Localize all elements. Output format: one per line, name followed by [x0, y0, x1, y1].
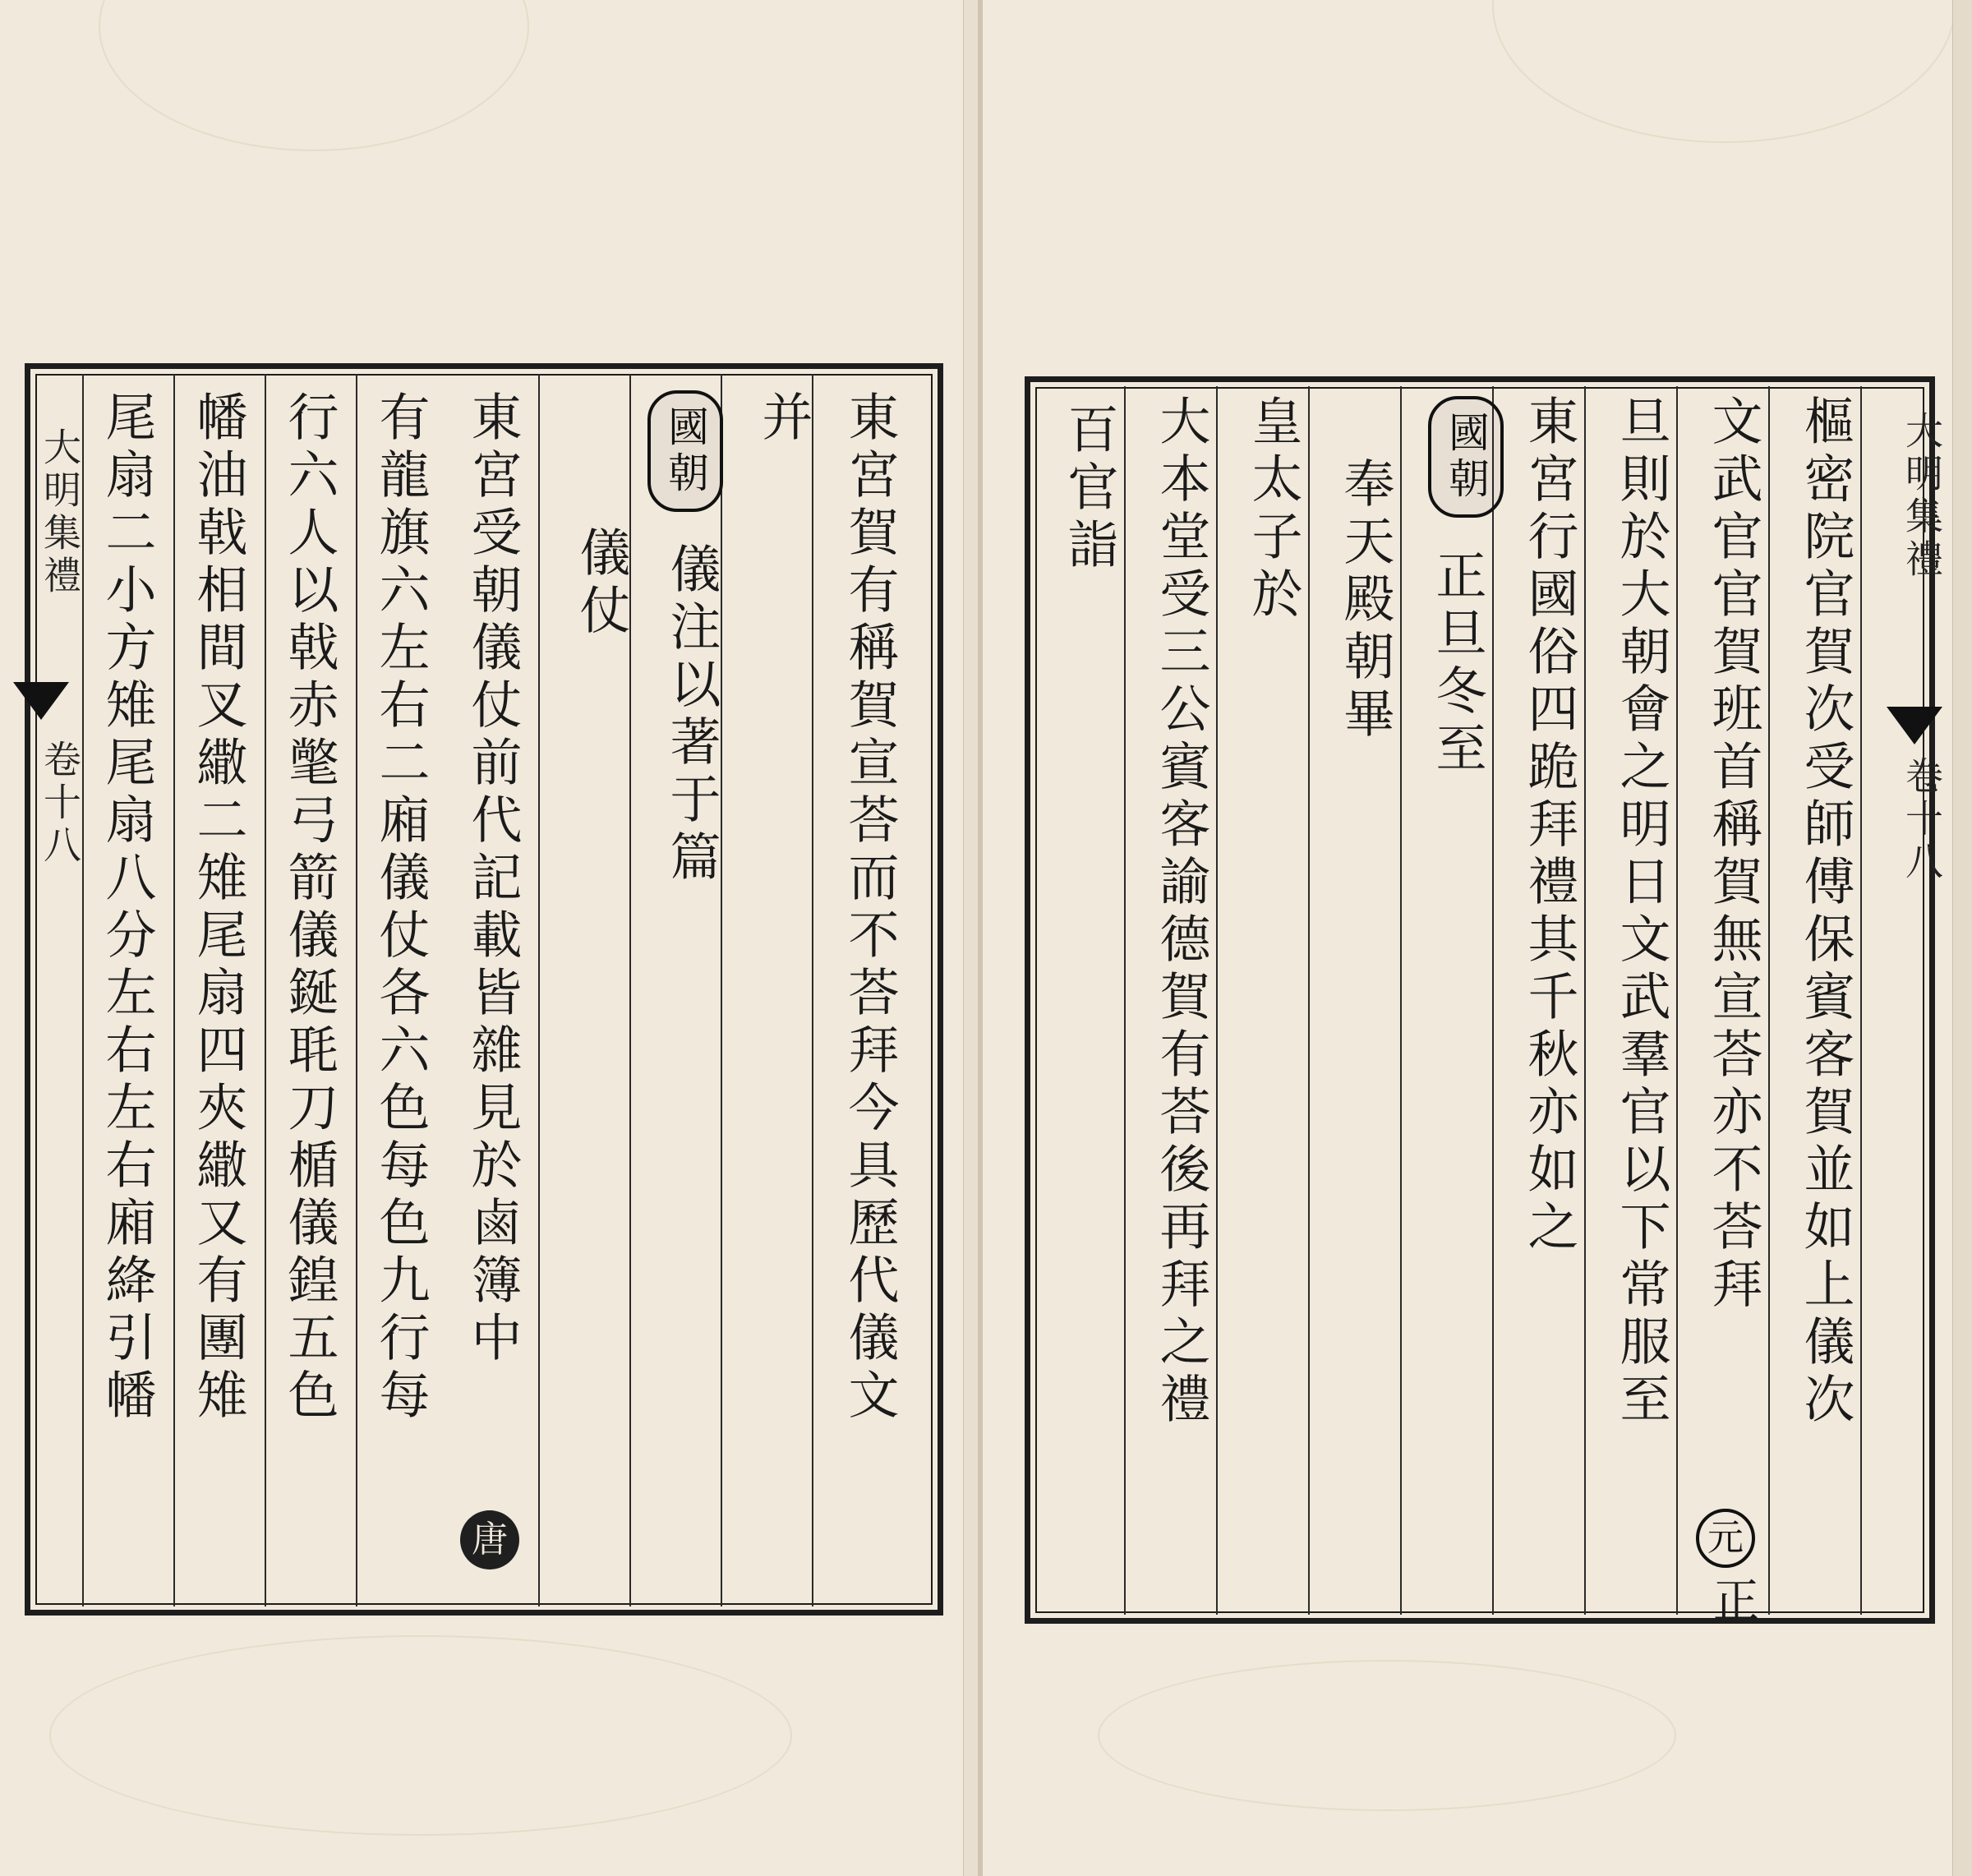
- column-rule: [1216, 386, 1218, 1615]
- column-rule: [538, 374, 540, 1606]
- column-rule: [1400, 386, 1402, 1615]
- left-col-5: 東宮受朝儀仗前代記載皆雜見於鹵簿中: [463, 390, 523, 1368]
- right-page-edge: [1952, 0, 1972, 1876]
- column-rule: [1676, 386, 1678, 1615]
- column-rule: [265, 374, 266, 1606]
- column-rule: [1584, 386, 1586, 1615]
- right-col-3: 旦則於大朝會之明日文武羣官以下常服至: [1611, 394, 1671, 1430]
- right-col-5: 正旦冬至: [1427, 549, 1487, 779]
- water-stain: [1098, 1660, 1676, 1811]
- yuan-dynasty-marker: 元: [1696, 1509, 1755, 1568]
- guochao-seal: 國朝: [1428, 396, 1504, 518]
- column-rule: [173, 374, 175, 1606]
- right-col-6: 奉天殿朝畢: [1335, 457, 1395, 744]
- left-col-6: 有龍旗六左右二廂儀仗各六色每色九行每: [371, 390, 431, 1426]
- right-col-4: 東宮行國俗四跪拜禮其千秋亦如之: [1519, 394, 1579, 1257]
- column-rule: [1768, 386, 1770, 1615]
- left-col-7: 行六人以戟赤氅弓箭儀鋋毦刀楯儀鍠五色: [279, 390, 339, 1426]
- right-col-2-tail: 正: [1706, 1576, 1759, 1629]
- right-col-9: 百官詣: [1059, 403, 1119, 575]
- column-rule: [1124, 386, 1126, 1615]
- tang-dynasty-marker: 唐: [460, 1510, 519, 1569]
- left-page: [0, 0, 980, 1876]
- column-rule: [1860, 386, 1862, 1615]
- left-col-9: 尾扇二小方雉尾扇八分左右左右廂絳引幡: [97, 390, 157, 1426]
- water-stain: [99, 0, 529, 151]
- fish-tail-mark: [1887, 707, 1942, 744]
- left-col-1: 東宮賀有稱賀宣荅而不荅拜今具歷代儀文: [840, 390, 900, 1426]
- left-col-8: 幡油戟相間叉繖二雉尾扇四夾繖又有團雉: [188, 390, 248, 1426]
- left-col-3: 儀注以著于篇: [661, 542, 721, 887]
- water-stain: [49, 1635, 792, 1836]
- right-margin-title: 大明集禮: [1900, 411, 1944, 582]
- right-col-8: 大本堂受三公賓客諭德賀有荅後再拜之禮: [1151, 394, 1211, 1430]
- column-rule: [1492, 386, 1494, 1615]
- column-rule: [1308, 386, 1310, 1615]
- column-rule: [812, 374, 813, 1606]
- right-col-1: 樞密院官賀次受師傅保賓客賀並如上儀次: [1795, 394, 1855, 1430]
- right-margin-volume: 卷十八: [1900, 756, 1944, 884]
- column-rule: [356, 374, 357, 1606]
- left-col-4: 儀仗: [571, 526, 631, 641]
- left-margin-volume: 卷十八: [38, 740, 82, 868]
- fish-tail-mark: [13, 682, 69, 720]
- left-margin-title: 大明集禮: [38, 427, 82, 598]
- left-col-2: 并: [753, 390, 813, 448]
- right-col-2: 文武官官賀班首稱賀無宣荅亦不荅拜: [1703, 394, 1763, 1315]
- water-stain: [1492, 0, 1956, 143]
- right-col-7: 皇太子於: [1243, 394, 1303, 625]
- right-page: [983, 0, 1972, 1876]
- guochao-seal: 國朝: [647, 390, 723, 512]
